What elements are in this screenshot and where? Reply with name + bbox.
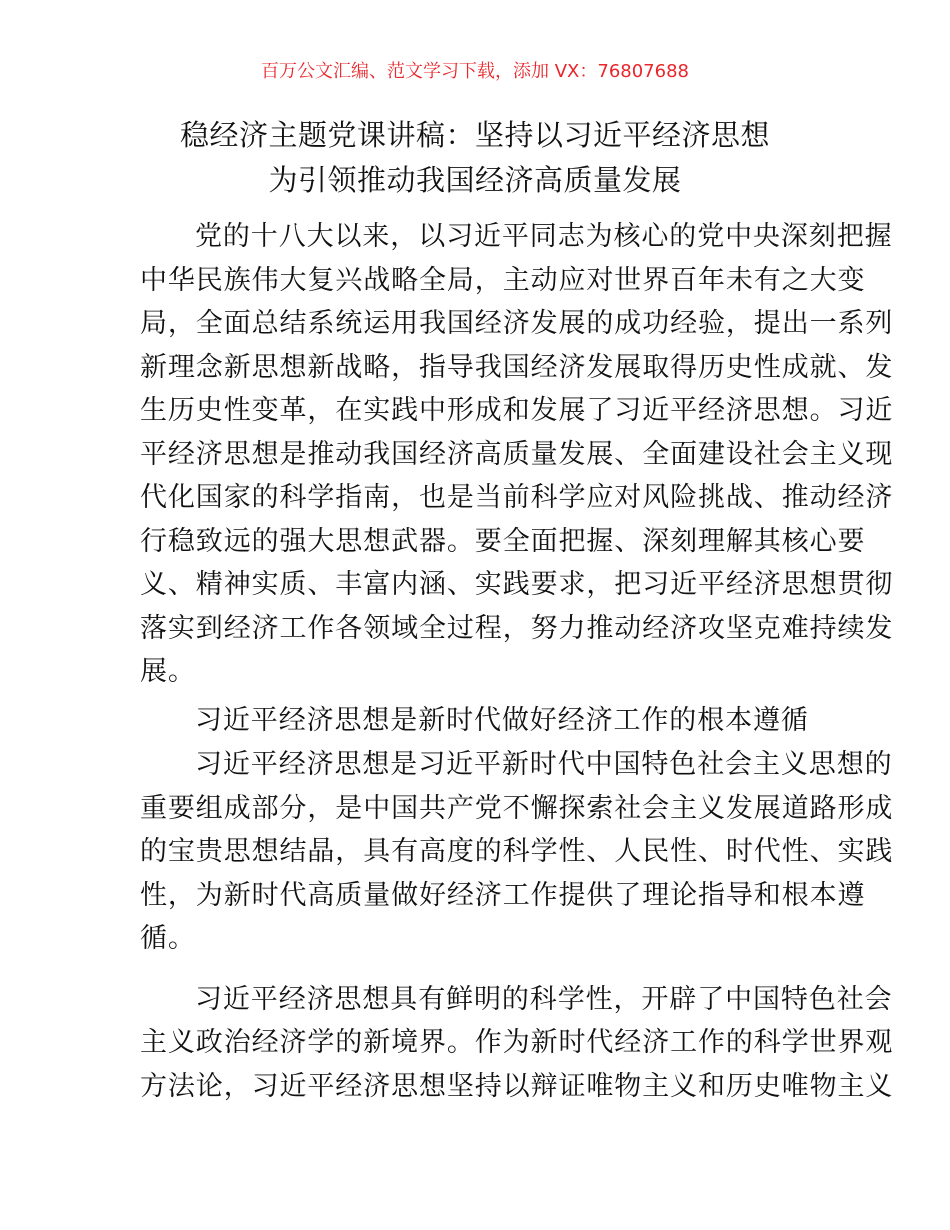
text-line: 生历史性变革，在实践中形成和发展了习近平经济思想。习近 — [140, 395, 894, 426]
document-title — [0, 113, 950, 203]
text-line: 主义政治经济学的新境界。作为新时代经济工作的科学世界观 — [140, 1027, 894, 1058]
text-line: 展。 — [140, 656, 196, 687]
text-line: 行稳致远的强大思想武器。要全面把握、深刻理解其核心要 — [140, 525, 866, 557]
text-line: 习近平经济思想具有鲜明的科学性，开辟了中国特色社会 — [195, 983, 893, 1015]
text-line: 平经济思想是推动我国经济高质量发展、全面建设社会主义现 — [140, 438, 894, 470]
paragraph-foundation — [140, 743, 894, 961]
title-line: 为引领推动我国经济高质量发展 — [268, 163, 682, 197]
title-line: 稳经济主题党课讲稿：坚持以习近平经济思想 — [179, 118, 770, 152]
text-line: 义、精神实质、丰富内涵、实践要求，把习近平经济思想贯彻 — [140, 569, 894, 600]
text-line: 新理念新思想新战略，指导我国经济发展取得历史性成就、发 — [140, 351, 894, 383]
text-line: 性，为新时代高质量做好经济工作提供了理论指导和根本遵 — [140, 879, 866, 911]
heading-line: 习近平经济思想是新时代做好经济工作的根本遵循 — [195, 704, 809, 736]
text-line: 重要组成部分，是中国共产党不懈探索社会主义发展道路形成 — [140, 792, 894, 824]
text-line: 局，全面总结系统运用我国经济发展的成功经验，提出一系列 — [140, 308, 894, 339]
document-body — [140, 215, 894, 1108]
watermark-banner: 百万公文汇编、范文学习下载，添加 VX：76807688 — [261, 61, 689, 82]
text-line: 中华民族伟大复兴战略全局，主动应对世界百年未有之大变 — [140, 264, 866, 296]
paragraph-intro — [140, 215, 894, 694]
text-line: 落实到经济工作各领域全过程，努力推动经济攻坚克难持续发 — [140, 612, 894, 644]
text-line: 党的十八大以来，以习近平同志为核心的党中央深刻把握 — [195, 221, 893, 252]
paragraph-scientific — [140, 978, 894, 1109]
text-line: 习近平经济思想是习近平新时代中国特色社会主义思想的 — [195, 749, 893, 780]
text-line: 循。 — [140, 923, 196, 954]
text-line: 的宝贵思想结晶，具有高度的科学性、人民性、时代性、实践 — [140, 836, 894, 867]
text-line: 方法论，习近平经济思想坚持以辩证唯物主义和历史唯物主义 — [140, 1070, 894, 1102]
text-line: 代化国家的科学指南，也是当前科学应对风险挑战、推动经济 — [140, 482, 894, 513]
section-heading — [140, 699, 820, 743]
